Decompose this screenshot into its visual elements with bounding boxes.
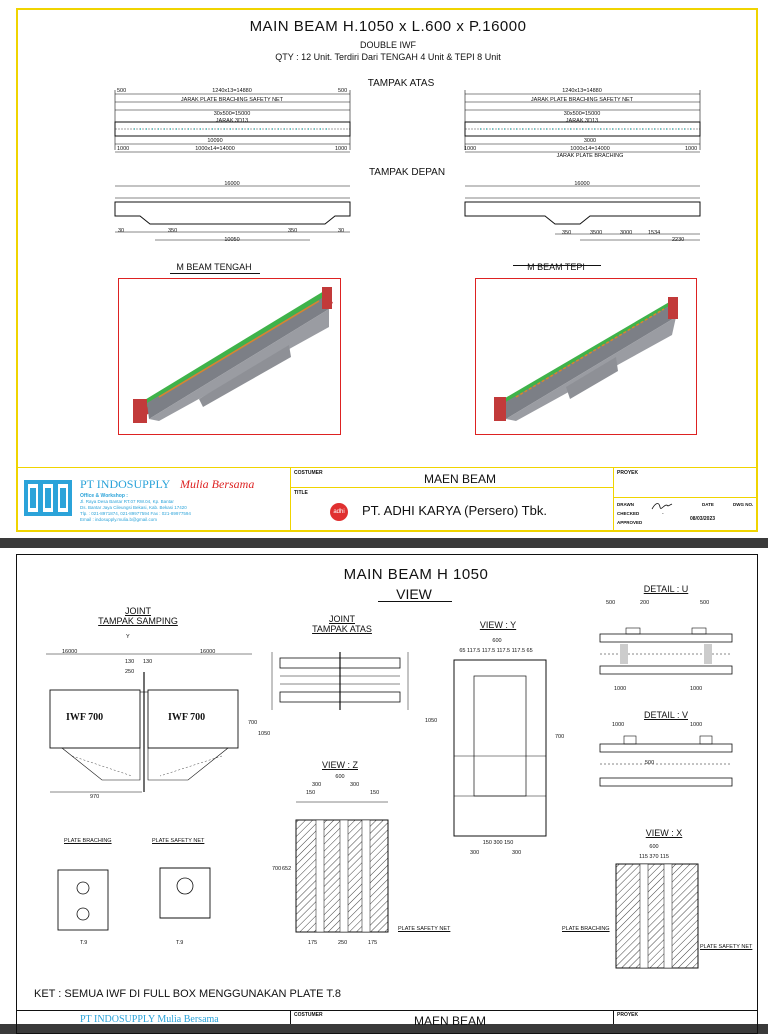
top-right-dim-jarak: JARAK 3D13 <box>565 118 599 124</box>
top-right-end-left: 1000 <box>464 146 477 152</box>
view-y-label: VIEW : Y <box>479 620 517 630</box>
company-office: Office & Workshop : <box>80 493 128 499</box>
top-right-dim-bottom1: 3000 <box>583 138 597 144</box>
view-z-150b: 150 <box>370 790 380 796</box>
iwf-right-label: IWF 700 <box>168 712 206 723</box>
view-z-600: 600 <box>335 774 345 780</box>
model-right-underline <box>513 265 601 266</box>
drawing-sheet-2 <box>0 548 768 1028</box>
view-y-width: 600 <box>492 638 502 644</box>
model-left-underline <box>170 273 260 274</box>
sheet-2-customer-label: COSTUMER <box>294 1012 323 1018</box>
view-x-600: 600 <box>649 844 659 850</box>
view-x-label: VIEW : X <box>645 828 683 838</box>
title-block-line-2 <box>290 487 613 488</box>
view-x-plate-braching: PLATE BRACHING <box>562 926 610 932</box>
front-left-b2: 350 <box>288 228 298 234</box>
detail-v-1000a: 1000 <box>612 722 625 728</box>
plate-braching-t9: T.9 <box>80 940 88 946</box>
detail-v-1000b: 1000 <box>690 722 703 728</box>
sheet-2-title: MAIN BEAM H 1050 <box>343 566 489 583</box>
plate-braching-label: PLATE BRACHING <box>64 838 112 844</box>
top-left-dim-jarak: JARAK 3D13 <box>215 118 249 124</box>
adhi-logo: adhi <box>330 503 348 521</box>
view-z-652: 652 <box>282 866 292 872</box>
top-left-dim-top: 1240x13=14880 <box>212 88 252 94</box>
checked-label: CHECKED <box>617 511 640 516</box>
detail-u-200: 200 <box>640 600 650 606</box>
view-z-250: 250 <box>338 940 348 946</box>
joint-side-drawing <box>42 652 257 804</box>
side-dim-970: 970 <box>90 794 100 800</box>
client-name: PT. ADHI KARYA (Persero) Tbk. <box>362 503 547 518</box>
joint-top-label: JOINT <box>329 614 355 624</box>
dwg-label: DWG NO. <box>733 502 754 507</box>
title-label: TITLE <box>294 490 308 496</box>
sheet-2-tb-divider-1 <box>290 1010 291 1024</box>
side-dim-250: 250 <box>125 669 135 675</box>
top-left-end-left: 1000 <box>117 146 130 152</box>
detail-u-1000a: 1000 <box>614 686 627 692</box>
title-block-line-3 <box>613 497 757 498</box>
top-left-dim-bottom2: 1000x14=14000 <box>195 146 235 152</box>
top-right-dim-bracing: JARAK PLATE BRACHING SAFETY NET <box>530 97 634 103</box>
approved-label: APPROVED <box>617 520 643 525</box>
title-block-divider-1 <box>290 467 291 530</box>
model-tengah-box <box>118 278 341 435</box>
view-z-label: VIEW : Z <box>322 760 358 770</box>
detail-u-drawing <box>596 626 736 684</box>
top-left-corner-left: 500 <box>117 88 127 94</box>
front-right-b2: 3500 <box>590 230 603 236</box>
view-x-cols: 115 370 115 <box>639 854 669 860</box>
indosupply-logo <box>24 480 72 516</box>
plate-safety-net-drawing <box>150 848 220 934</box>
iwf-left-label: IWF 700 <box>66 712 104 723</box>
side-dim-left: 16000 <box>62 649 78 655</box>
beam-tepi-3d <box>476 279 698 436</box>
drawing-title: MAEN BEAM <box>423 472 497 486</box>
side-dim-700: 700 <box>248 720 258 726</box>
view-z-175a: 175 <box>308 940 318 946</box>
joint-top-sub: TAMPAK ATAS <box>312 624 372 634</box>
sheet-1-subtitle: DOUBLE IWF <box>359 40 417 50</box>
model-right-label: M BEAM TEPI <box>527 262 585 272</box>
subtitle-underline <box>378 601 452 602</box>
date-value: 08/03/2023 <box>690 516 716 522</box>
view-y-cols: 65 117.5 117.5 117.5 117.5 65 <box>459 648 533 654</box>
sheet-2-company: PT INDOSUPPLY Mulia Bersama <box>80 1014 219 1025</box>
front-right-b4: 1534 <box>648 230 661 236</box>
company-script: Mulia Bersama <box>180 477 255 491</box>
detail-u-500a: 500 <box>606 600 616 606</box>
top-left-dim-mid: 30x500=15000 <box>213 111 251 117</box>
detail-u-500b: 500 <box>700 600 710 606</box>
view-y-1050: 1050 <box>425 718 438 724</box>
view-y-300a: 300 <box>470 850 480 856</box>
joint-side-sub: TAMPAK SAMPING <box>98 616 178 626</box>
front-left-overall: 16000 <box>224 181 240 187</box>
view-y-700: 700 <box>555 734 565 740</box>
plate-safety-net-t9: T.9 <box>176 940 184 946</box>
front-view-right-drawing <box>460 180 705 246</box>
general-note: KET : SEMUA IWF DI FULL BOX MENGGUNAKAN PLATE T.8 <box>34 988 342 1000</box>
drawn-label: DRAWN <box>617 502 634 507</box>
detail-v-500: 500 <box>645 760 655 766</box>
view-x-drawing <box>614 862 700 970</box>
front-left-end-l: 30 <box>118 228 125 234</box>
detail-v-label: DETAIL : V <box>643 710 689 720</box>
sheet-1-title: MAIN BEAM H.1050 x L.600 x P.16000 <box>249 18 527 35</box>
top-left-corner-right: 500 <box>338 88 348 94</box>
company-email: Email : indosupply.mulia.b@gmail.com <box>80 517 158 522</box>
top-left-dim-bottom1: 10090 <box>207 138 223 144</box>
view-z-175b: 175 <box>368 940 378 946</box>
top-right-dim-bottom2: 1000x14=14000 <box>570 146 610 152</box>
view-z-drawing <box>294 796 394 932</box>
plate-safety-net-label: PLATE SAFETY NET <box>152 838 205 844</box>
top-left-end-right: 1000 <box>335 146 348 152</box>
top-right-dim-top: 1240x13=14880 <box>562 88 602 94</box>
front-view-label: TAMPAK DEPAN <box>368 167 446 178</box>
front-right-b3: 3000 <box>620 230 633 236</box>
title-block-divider-2 <box>613 467 614 530</box>
joint-top-drawing <box>268 648 413 716</box>
front-left-b1: 350 <box>168 228 178 234</box>
detail-u-1000b: 1000 <box>690 686 703 692</box>
view-y-bottom: 150 300 150 <box>482 840 514 846</box>
joint-side-label: JOINT <box>125 606 151 616</box>
company-address-1: Jl. Raya Desa Bantar RT.07 RW.04, Kp. Bantar <box>80 499 174 504</box>
top-right-dim-plate: JARAK PLATE BRACHING <box>556 153 624 159</box>
side-dim-130a: 130 <box>125 659 135 665</box>
joint-y-marker: Y <box>126 634 130 640</box>
checked-value: - <box>662 511 664 517</box>
front-left-bottom: 10050 <box>224 237 240 243</box>
front-left-end-r: 30 <box>338 228 345 234</box>
plate-braching-drawing <box>54 848 114 934</box>
model-left-label: M BEAM TENGAH <box>176 262 252 272</box>
front-right-overall: 16000 <box>574 181 590 187</box>
view-y-300b: 300 <box>512 850 522 856</box>
sheet-2-drawing-title: MAEN BEAM <box>413 1014 487 1028</box>
view-x-plate-safety-net: PLATE SAFETY NET <box>700 944 753 950</box>
sheet-2-tb-divider-2 <box>613 1010 614 1024</box>
company-address-2: Ds. Bantar Jaya Cileungsi Bekasi, Kab. Bekasi 17420 <box>80 505 187 510</box>
front-right-b1: 350 <box>562 230 572 236</box>
view-z-plate-safety-net: PLATE SAFETY NET <box>398 926 451 932</box>
company-name: PT INDOSUPPLY <box>80 477 171 491</box>
view-z-700: 700 <box>272 866 282 872</box>
logo-mark-icon <box>24 480 72 516</box>
sheet-2-title-block-line <box>17 1010 757 1011</box>
model-tepi-box <box>475 278 697 435</box>
title-block-top-line <box>17 467 757 468</box>
side-dim-1050: 1050 <box>258 731 271 737</box>
detail-v-drawing <box>596 734 736 794</box>
top-right-end-right: 1000 <box>685 146 698 152</box>
beam-tengah-3d <box>119 279 342 436</box>
side-dim-130b: 130 <box>143 659 153 665</box>
view-z-300b: 300 <box>350 782 360 788</box>
side-dim-right: 16000 <box>200 649 216 655</box>
view-z-150a: 150 <box>306 790 316 796</box>
date-label: DATE <box>702 502 714 507</box>
top-left-dim-bracing: JARAK PLATE BRACHING SAFETY NET <box>180 97 284 103</box>
view-y-drawing <box>450 656 550 842</box>
company-phone: Tlp. : 021-8971874, 021-89977594 Fax : 021-89977594 <box>80 511 191 516</box>
project-label: PROYEK <box>617 470 639 476</box>
view-z-300a: 300 <box>312 782 322 788</box>
sheet-2-project-label: PROYEK <box>617 1012 639 1018</box>
sheet-2-subtitle: VIEW <box>396 586 432 602</box>
top-right-dim-mid: 30x500=15000 <box>563 111 601 117</box>
sheet-1-qty: QTY : 12 Unit. Terdiri Dari TENGAH 4 Unit & TEPI 8 Unit <box>275 52 501 62</box>
top-view-label: TAMPAK ATAS <box>367 78 435 89</box>
detail-u-label: DETAIL : U <box>643 584 689 594</box>
customer-label: COSTUMER <box>294 470 323 476</box>
front-right-b5: 2230 <box>672 237 685 243</box>
